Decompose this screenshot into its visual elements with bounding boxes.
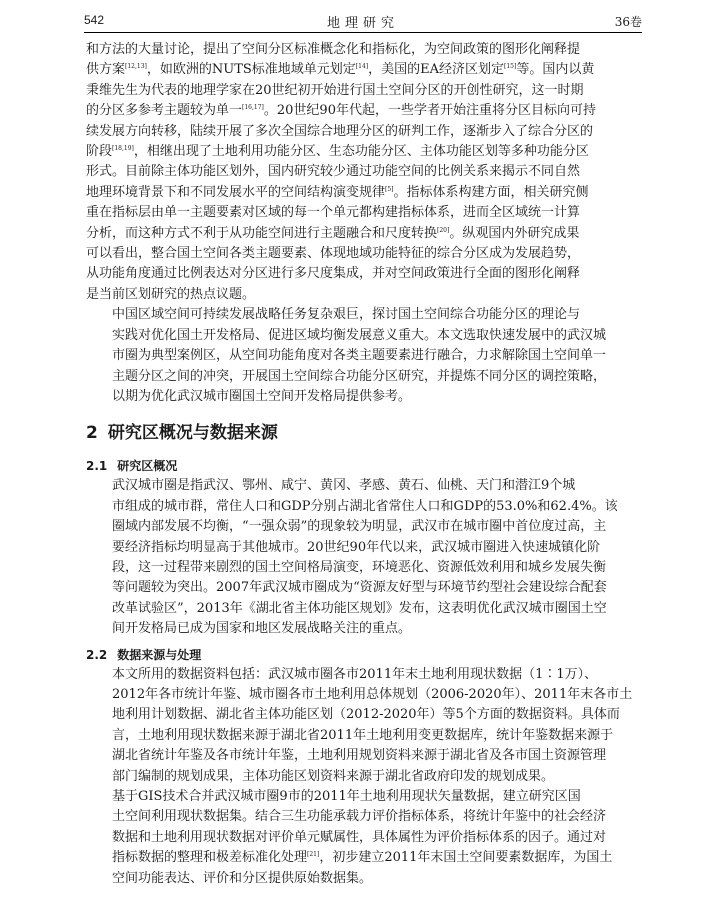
citation: [5]	[385, 185, 394, 193]
page-body	[86, 40, 642, 889]
text-line: 土空间利用现状数据集。结合三生功能承载力评价指标体系，将统计年鉴中的社会经济	[112, 809, 607, 825]
subsection-title: 研究区概况	[117, 459, 178, 474]
text-line: 本文所用的数据资料包括：武汉城市圈各市2011年末土地利用现状数据（1∶1万）、	[112, 666, 598, 682]
text-span: ，相继出现了土地利用功能分区、生态功能分区、主体功能区划等多种功能分区	[133, 144, 589, 160]
text-span: 。指标体系构建方面，相关研究侧	[393, 184, 589, 200]
text-line	[86, 224, 642, 244]
paragraph-intro-review	[86, 40, 642, 305]
citation: [20]	[437, 226, 450, 234]
citation: [21]	[307, 851, 320, 859]
text-line: 重在指标层由单一主题要素对区域的每一个单元都构建指标体系，进而全区域统一计算	[86, 205, 581, 221]
citation: [15]	[504, 63, 517, 71]
paragraph-study-purpose	[86, 305, 642, 407]
text-span: 等。国内以黄	[516, 62, 595, 78]
journal-title: 地理研究	[326, 16, 399, 31]
text-line: 等问题较为突出。2007年武汉城市圈成为“资源友好型与环境节约型社会建设综合配套	[112, 580, 607, 596]
paragraph-study-area	[86, 476, 642, 639]
text-line	[86, 60, 642, 80]
text-line: 湖北省统计年鉴及各市统计年鉴，土地利用规划资料来源于湖北省及各市国土资源管理	[112, 748, 607, 764]
running-header	[84, 10, 642, 33]
text-line	[86, 848, 642, 868]
text-line: 段，这一过程带来剧烈的国土空间格局演变，环境恶化、资源低效利用和城乡发展失衡	[112, 559, 607, 575]
subsection-heading	[86, 646, 642, 665]
text-span: 阶段	[86, 144, 113, 160]
text-line: 武汉城市圈是指武汉、鄂州、咸宁、黄冈、孝感、黄石、仙桃、天门和潜江9个城	[112, 478, 576, 494]
text-span: 指标数据的整理和极差标准化处理	[112, 850, 308, 866]
text-span: 地理环境背景下和不同发展水平的空间结构演变规律	[86, 184, 386, 200]
text-line	[86, 142, 642, 162]
citation: [16,17]	[242, 104, 264, 112]
text-line: 是当前区划研究的热点议题。	[86, 286, 256, 302]
paragraph-data-processing	[86, 787, 642, 889]
text-line: 以期为优化武汉城市圈国土空间开发格局提供参考。	[112, 388, 412, 404]
subsection-title: 数据来源与处理	[117, 647, 202, 662]
text-line	[86, 101, 642, 121]
text-line: 从功能角度通过比例表达对分区进行多尺度集成，并对空间政策进行全面的图形化阐释	[86, 266, 581, 282]
citation: [18,19]	[112, 145, 134, 153]
subsection-heading	[86, 457, 642, 476]
subsection-number: 2.1	[86, 459, 108, 474]
text-span: 。纵观国内外研究成果	[449, 225, 580, 241]
volume-label: 36卷	[614, 15, 642, 29]
section-title: 研究区概况与数据来源	[107, 423, 278, 444]
text-line: 2012年各市统计年鉴、城市圈各市土地利用总体规划（2006-2020年）、2011年末各市土	[112, 686, 633, 702]
page-number: 542	[84, 13, 105, 27]
text-line: 要经济指标均明显高于其他城市。20世纪90年代以来，武汉城市圈进入快速城镇化阶	[112, 539, 601, 555]
section-heading	[86, 422, 642, 444]
text-line: 市组成的城市群，常住人口和GDP分别占湖北省常住人口和GDP的53.0%和62.4%。该	[112, 498, 618, 514]
text-line: 和方法的大量讨论，提出了空间分区标准概念化和指标化，为空间政策的图形化阐释提	[86, 42, 581, 57]
text-line: 圈域内部发展不均衡，“一强众弱”的现象较为明显，武汉市在城市圈中首位度过高，主	[112, 519, 607, 535]
text-line: 数据和土地利用现状数据对评价单元赋属性，具体属性为评价指标体系的因子。通过对	[112, 829, 607, 845]
text-span: 的分区多参考主题较为单一	[86, 103, 243, 119]
text-line: 形式。目前除主体功能区划外，国内研究较少通过功能空间的比例关系来揭示不同自然	[86, 164, 581, 180]
citation: [12,13]	[125, 63, 147, 71]
text-line: 秉维先生为代表的地理学家在20世纪初开始进行国土空间分区的开创性研究，这一时期	[86, 82, 584, 98]
text-line: 主题分区之间的冲突，开展国土空间综合功能分区研究，并提炼不同分区的调控策略，	[112, 368, 607, 384]
text-line: 间开发格局已成为国家和地区发展战略关注的重点。	[112, 621, 412, 637]
text-line: 部门编制的规划成果，主体功能区划资料来源于湖北省政府印发的规划成果。	[112, 768, 555, 784]
subsection-number: 2.2	[86, 647, 108, 662]
section-number: 2	[86, 423, 98, 444]
text-span: ，美国的EA经济区划定	[368, 62, 505, 78]
text-line: 可以看出，整合国土空间各类主题要素、体现地域功能特征的综合分区成为发展趋势，	[86, 246, 581, 262]
text-line: 实践对优化国土开发格局、促进区域均衡发展意义重大。本文选取快速发展中的武汉城	[112, 327, 607, 343]
text-span: ，如欧洲的NUTS标准地域单元划定	[146, 62, 356, 78]
text-line	[86, 183, 642, 203]
text-line: 基于GIS技术合并武汉城市圈9市的2011年土地利用现状矢量数据，建立研究区国	[112, 789, 581, 804]
text-line: 空间功能表达、评价和分区提供原始数据集。	[112, 870, 373, 886]
text-line: 中国区域空间可持续发展战略任务复杂艰巨，探讨国土空间综合功能分区的理论与	[112, 307, 581, 323]
text-line: 地利用计划数据、湖北省主体功能区划（2012-2020年）等5个方面的数据资料。具体而	[112, 707, 620, 723]
text-span: 供方案	[86, 62, 126, 78]
paragraph-data-sources	[86, 665, 642, 787]
citation: [14]	[355, 63, 369, 71]
text-line: 续发展方向转移，陆续开展了多次全国综合地理分区的研判工作，逐渐步入了综合分区的	[86, 123, 594, 139]
text-line: 改革试验区”，2013年《湖北省主体功能区规划》发布，这表明优化武汉城市圈国土空	[112, 600, 607, 616]
text-line: 市圈为典型案例区，从空间功能角度对各类主题要素进行融合，力求解除国土空间单一	[112, 348, 607, 364]
text-line: 言，土地利用现状数据来源于湖北省2011年土地利用变更数据库，统计年鉴数据来源于	[112, 727, 614, 743]
text-span: 。20世纪90年代起，一些学者开始注重将分区目标向可持	[263, 103, 596, 119]
text-span: ，初步建立2011年末国土空间要素数据库，为国土	[319, 850, 613, 866]
text-span: 分析，而这种方式不利于从功能空间进行主题融合和尺度转换	[86, 225, 438, 241]
